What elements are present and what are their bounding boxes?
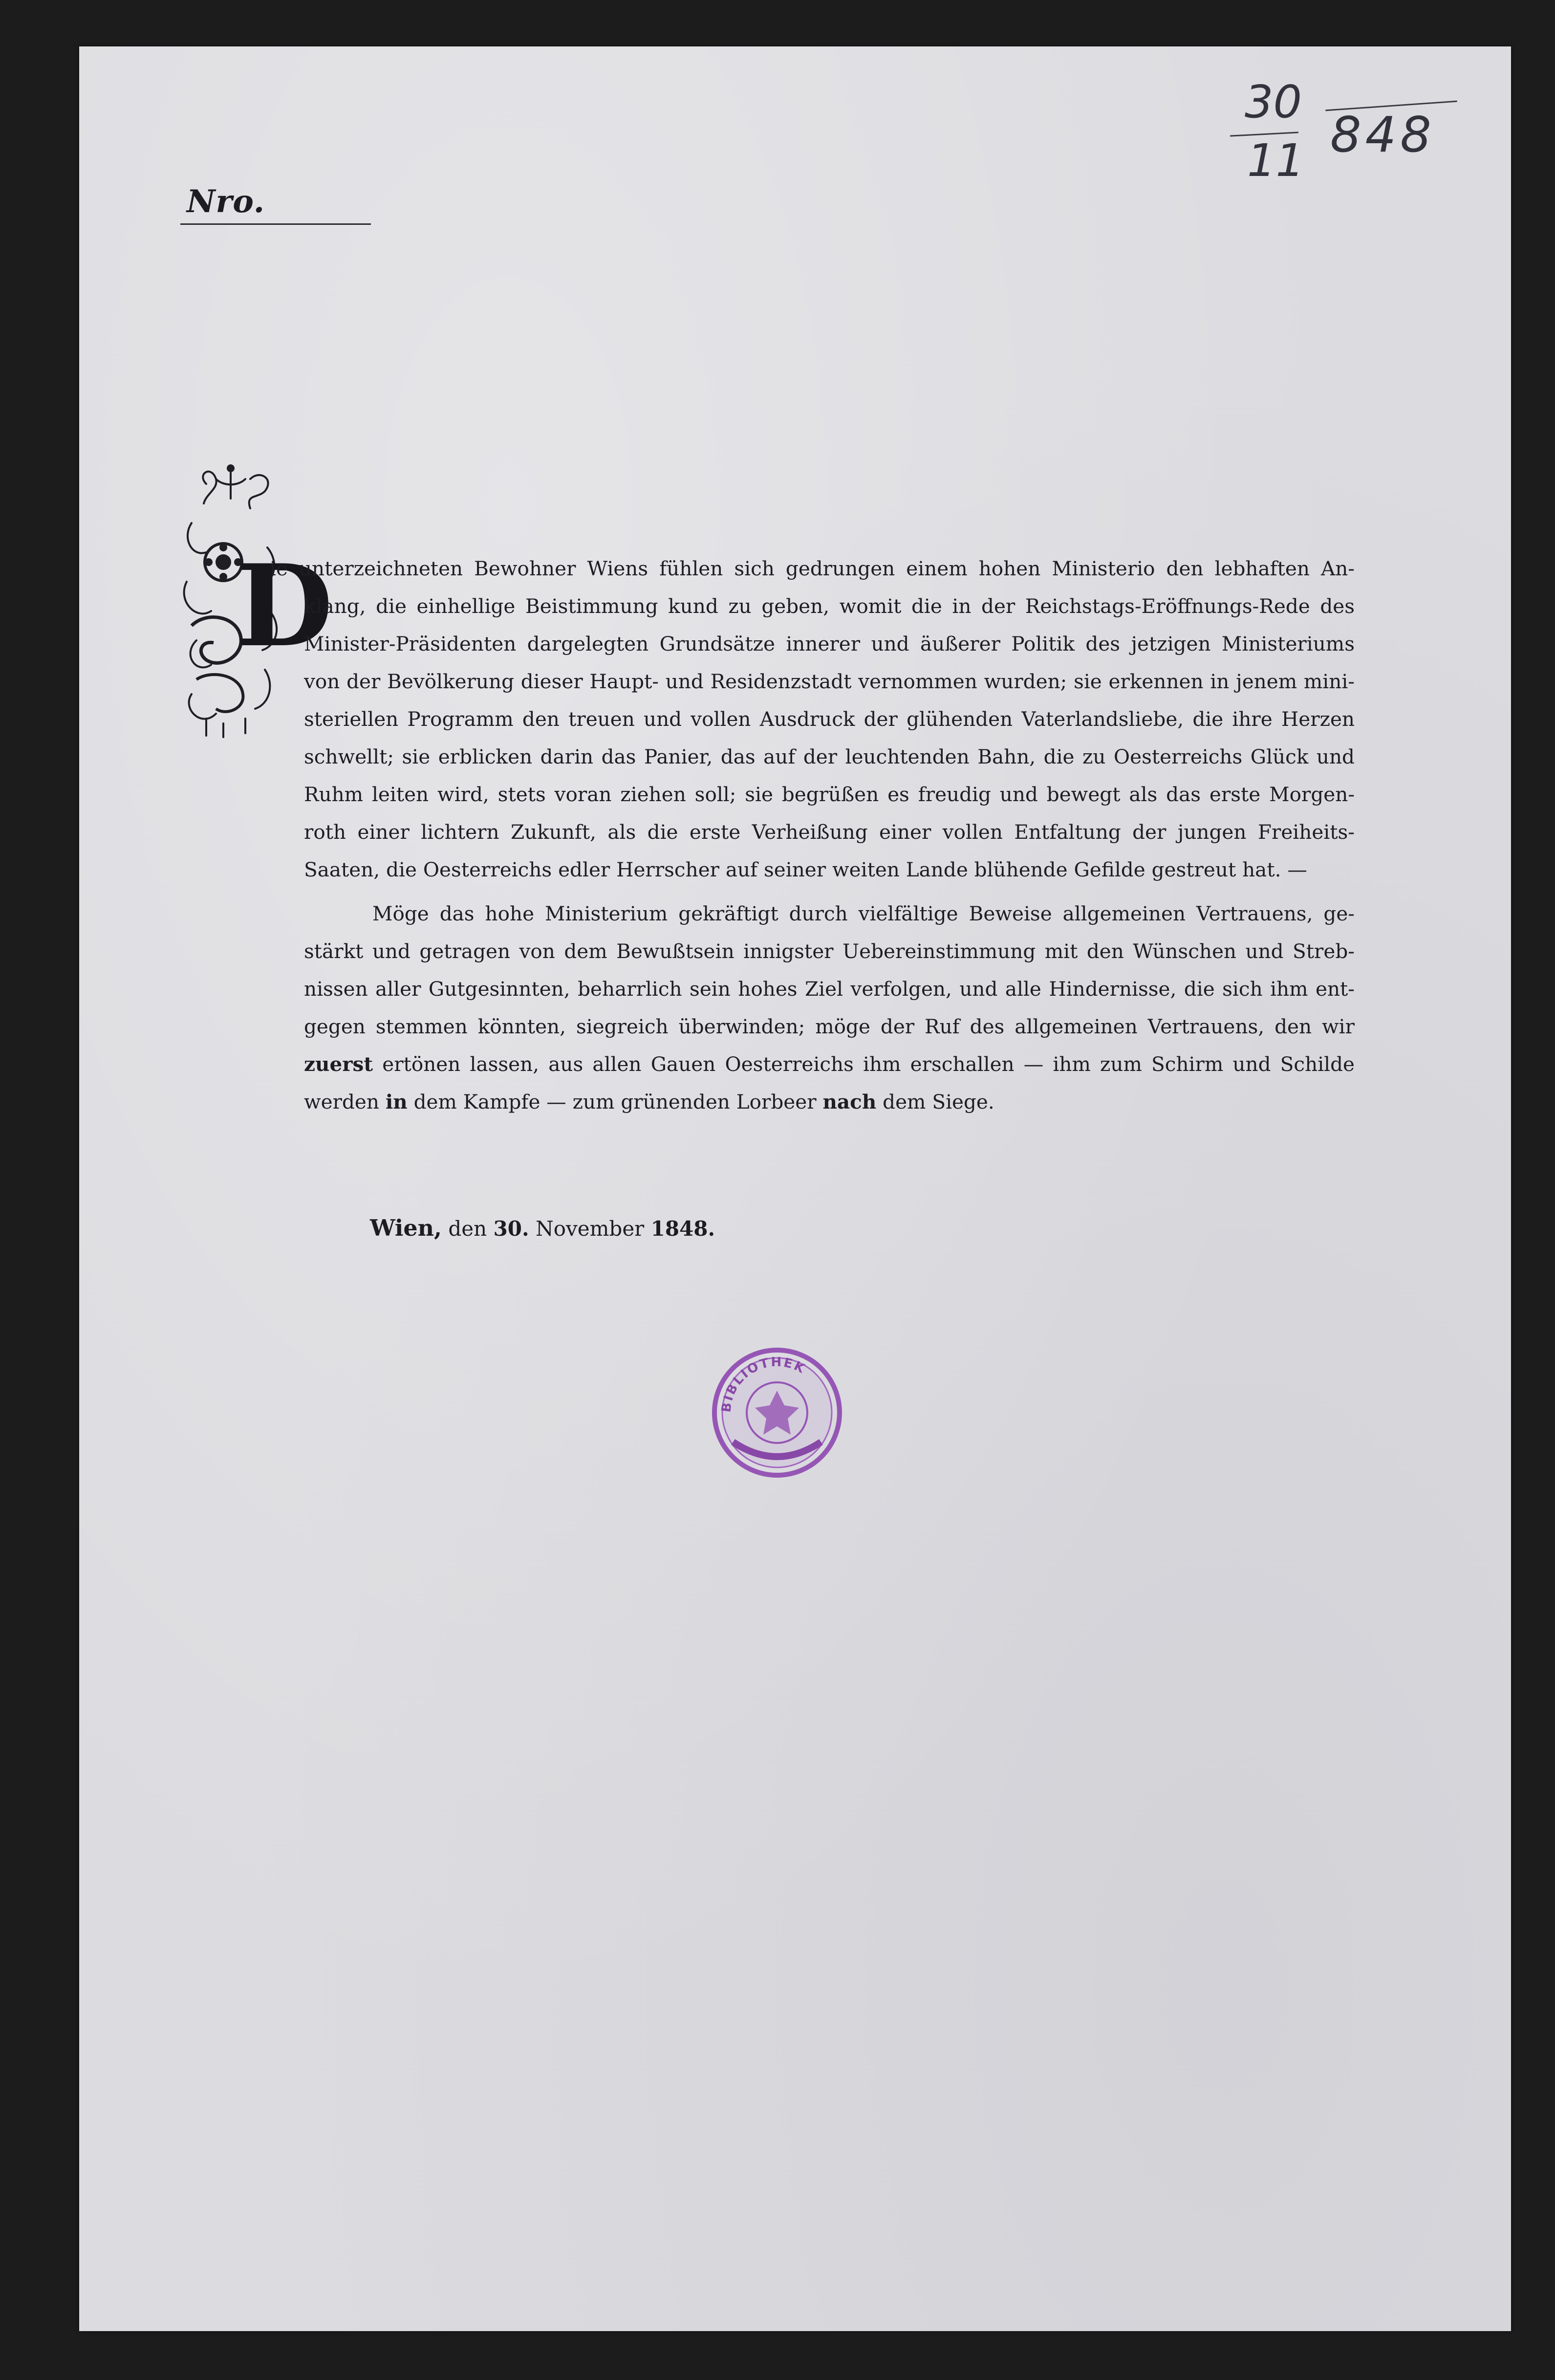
- ornamental-initial-d-icon: [177, 464, 333, 738]
- p2-line-5-rest: ertönen lassen, aus allen Gauen Oesterreichs ihm erschallen — ihm zum Schirm und Schilde: [373, 1052, 1355, 1076]
- closing-month: November: [529, 1217, 651, 1241]
- closing-year: 1848.: [650, 1217, 715, 1241]
- closing-den: den: [442, 1217, 494, 1241]
- p2-line-6-e: dem Siege.: [876, 1090, 994, 1114]
- p1-line-9: Saaten, die Oesterreichs edler Herrscher auf seiner weiten Lande blühende Gefilde gestreut hat. —: [304, 858, 1307, 881]
- initial-letter: D: [236, 540, 333, 672]
- closing-place: Wien,: [370, 1215, 442, 1241]
- place-and-date: [370, 1215, 715, 1241]
- p1-line-7: Ruhm leiten wird, stets voran ziehen soll; sie begrüßen es freudig und bewegt als das erste Morgen-: [304, 783, 1355, 806]
- p1-line-8: roth einer lichtern Zukunft, als die erste Verheißung einer vollen Entfaltung der jungen Freiheits-: [304, 820, 1355, 844]
- document-sheet: [79, 46, 1511, 2331]
- nro-underline: [180, 223, 371, 225]
- closing-day: 30.: [493, 1217, 529, 1241]
- paragraph-2: [304, 895, 1355, 1121]
- p2-line-6-c: dem Kampfe — zum grünenden Lorbeer: [407, 1090, 823, 1114]
- note-fraction-bottom: 11: [1247, 134, 1305, 187]
- p1-line-3: Minister-Präsidenten dargelegten Grundsätze innerer und äußerer Politik des jetzigen Ministeriums: [304, 632, 1355, 655]
- p2-line-2: stärkt und getragen von dem Bewußtsein innigster Uebereinstimmung mit den Wünschen und Streb-: [304, 939, 1355, 963]
- emphasis-in: in: [385, 1090, 408, 1114]
- note-fraction-top: 30: [1245, 76, 1302, 128]
- handwritten-archive-note: [1225, 76, 1469, 213]
- p2-line-5: [304, 1046, 1355, 1083]
- p1-line-6: schwellt; sie erblicken darin das Panier, das auf der leuchtenden Bahn, die zu Oesterreichs Glück und: [304, 745, 1355, 768]
- nro-label: Nro.: [187, 183, 265, 220]
- library-stamp-icon: [704, 1344, 850, 1481]
- emphasis-nach: nach: [822, 1090, 877, 1114]
- p2-line-1: Möge das hohe Ministerium gekräftigt durch vielfältige Beweise allgemeinen Vertrauens, ge-: [372, 902, 1355, 925]
- emphasis-zuerst: zuerst: [304, 1052, 373, 1076]
- p1-line-2: klang, die einhellige Beistimmung kund zu geben, womit die in der Reichstags-Eröffnungs-Rede des: [304, 594, 1355, 618]
- p1-line-1: ie unterzeichneten Bewohner Wiens fühlen sich gedrungen einem hohen Ministerio den lebhaften An-: [270, 557, 1355, 580]
- p1-line-4: von der Bevölkerung dieser Haupt- und Residenzstadt vernommen wurden; sie erkennen in jenem mini-: [304, 670, 1355, 693]
- p2-line-6: [304, 1083, 1355, 1121]
- p2-line-4: gegen stemmen könnten, siegreich überwinden; möge der Ruf des allgemeinen Vertrauens, den wir: [304, 1015, 1355, 1038]
- note-year: 848: [1330, 106, 1435, 163]
- p1-line-5: steriellen Programm den treuen und vollen Ausdruck der glühenden Vaterlandsliebe, die ihre Herzen: [304, 707, 1355, 731]
- proclamation-body: [270, 550, 1355, 1121]
- p2-line-3: nissen aller Gutgesinnten, beharrlich sein hohes Ziel verfolgen, und alle Hindernisse, die sich ihm ent-: [304, 977, 1355, 1001]
- p2-line-6-a: werden: [304, 1090, 386, 1114]
- stamp-ring-text: BIBLIOTHEK: [719, 1354, 808, 1413]
- paragraph-1: [270, 550, 1355, 889]
